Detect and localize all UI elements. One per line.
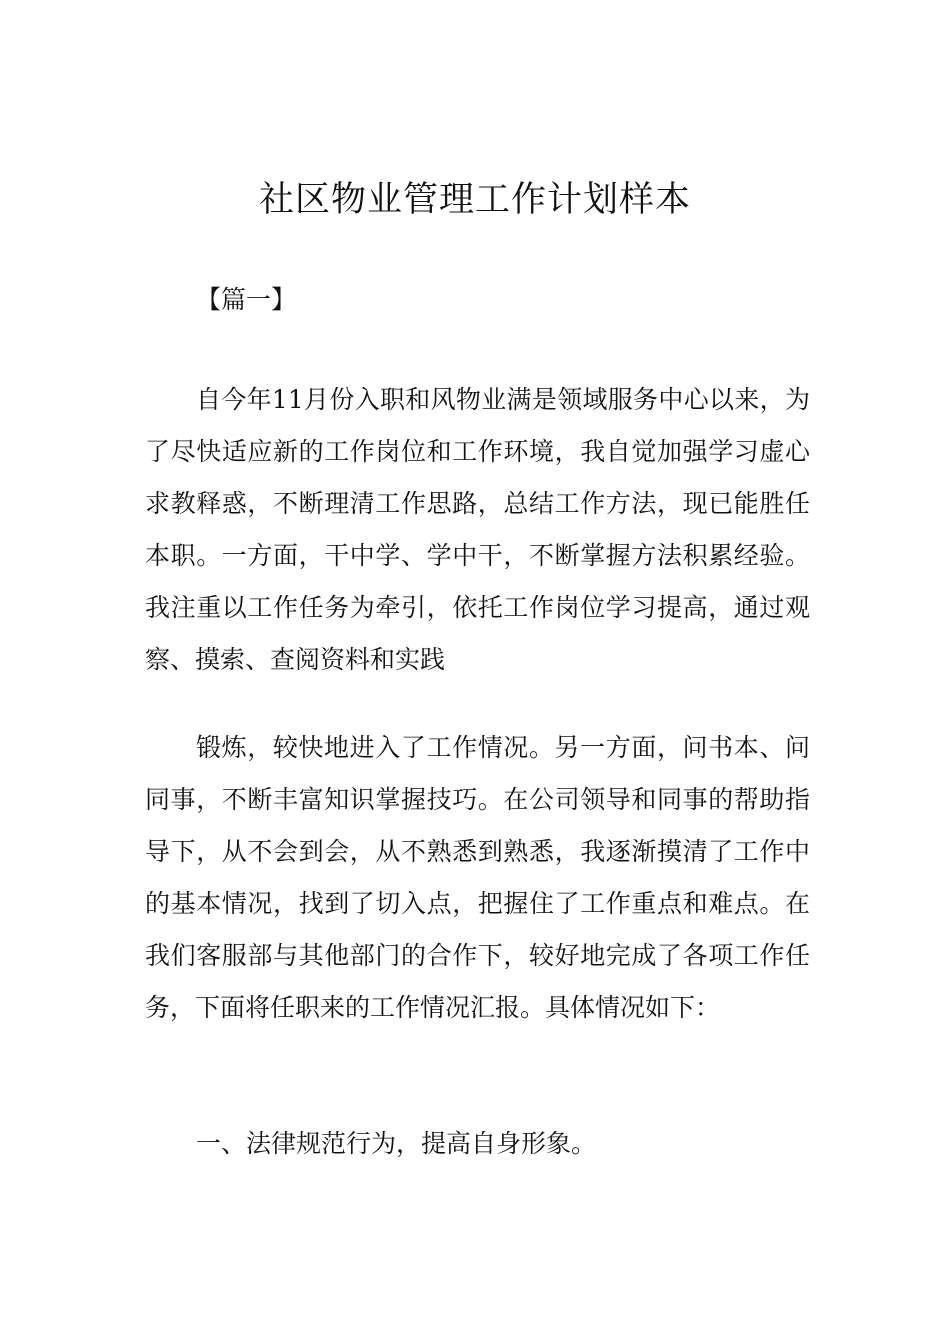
body-paragraph-1: 自今年11月份入职和风物业满是领域服务中心以来，为了尽快适应新的工作岗位和工作环境，我自觉加强学习虚心求教释惑，不断理清工作思路，总结工作方法，现已能胜任本职。一方面，干中学、学中干，不断掌握方法积累经验。我注重以工作任务为牵引，依托工作岗位学习提高，通过观察、摸索、查阅资料和实践 xyxy=(145,385,810,674)
section-label: 【篇一】 xyxy=(196,285,297,314)
section-heading-1: 一、法律规范行为，提高自身形象。 xyxy=(196,1129,597,1158)
body-paragraph-2: 锻炼，较快地进入了工作情况。另一方面，问书本、问同事，不断丰富知识掌握技巧。在公司领导和同事的帮助指导下，从不会到会，从不熟悉到熟悉，我逐渐摸清了工作中的基本情况，找到了切入点，把握住了工作重点和难点。在我们客服部与其他部门的合作下，较好地完成了各项工作任务，下面将任职来的工作情况汇报。具体情况如下： xyxy=(145,733,810,1022)
document-title: 社区物业管理工作计划样本 xyxy=(258,180,691,220)
